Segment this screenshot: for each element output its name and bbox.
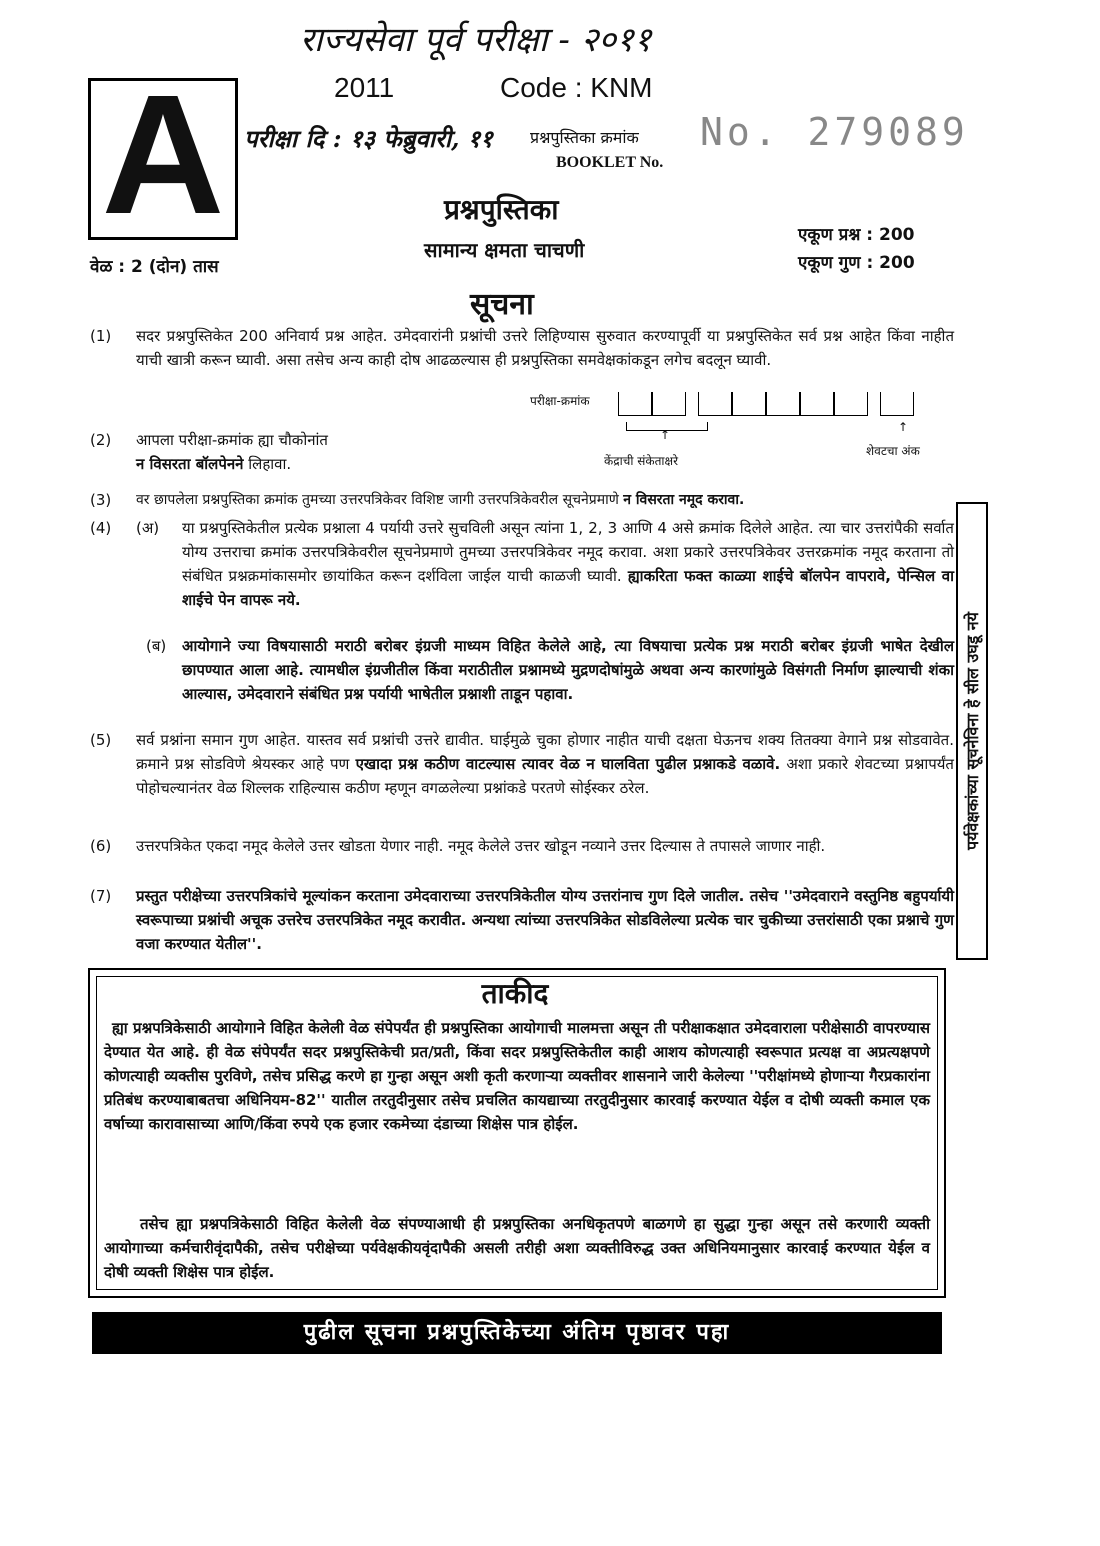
booklet-title: प्रश्नपुस्तिका <box>444 193 559 226</box>
instruction-4a <box>182 516 954 612</box>
roll-number-label: परीक्षा-क्रमांक <box>530 394 590 408</box>
instruction-3 <box>136 488 954 512</box>
footer-banner: पुढील सूचना प्रश्नपुस्तिकेच्या अंतिम पृष्ठावर पहा <box>92 1312 942 1354</box>
roll-digit-box[interactable] <box>698 392 732 416</box>
roll-number-boxes[interactable] <box>618 392 920 418</box>
roll-digit-box[interactable] <box>766 392 800 416</box>
booklet-number-label-english: BOOKLET No. <box>556 154 664 171</box>
instruction-6 <box>136 834 954 858</box>
instruction-number: (4) <box>90 519 112 537</box>
instruction-number: (1) <box>90 327 112 345</box>
arrow-up-icon: ↑ <box>898 420 909 434</box>
roll-digit-box[interactable] <box>732 392 766 416</box>
instruction-4b <box>182 634 954 706</box>
instruction-number: (3) <box>90 491 112 509</box>
seal-warning-text: पर्यवेक्षकांच्या सूचनेविना हे सील उघडू नये <box>963 612 982 850</box>
instruction-bold-text: प्रस्तुत परीक्षेच्या उत्तरपत्रिकांचे मूल्यांकन करताना उमेदवाराच्या उत्तरपत्रिकेतील योग्य उत्तरांनाच गुण दिले जातील. तसेच ''उमेदवाराने वस्तुनिष्ठ बहुपर्यायी स्वरूपाच्या प्रश्नांची अचूक उत्तरेच उत्तरपत्रिकेत नमूद करावीत. अन्यथा त्यांच्या उत्तरपत्रिकेत सोडविलेल्या प्रत्येक चार चुकीच्या उत्तरांसाठी एका प्रश्नाचे गुण वजा करण्यात येतील''. <box>136 887 954 953</box>
instruction-text: आपला परीक्षा-क्रमांक ह्या चौकोनांत <box>136 431 328 449</box>
instruction-number: (5) <box>90 731 112 749</box>
exam-duration: वेळ : 2 (दोन) तास <box>90 257 219 277</box>
instruction-bold-text: एखादा प्रश्न कठीण वाटल्यास त्यावर वेळ न घालविता पुढील प्रश्नाकडे वळावे. <box>355 755 781 773</box>
instruction-text: लिहावा. <box>248 455 292 473</box>
exam-date: परीक्षा दि : १३ फेब्रुवारी, ११ <box>244 124 493 153</box>
warning-paragraph-1: ह्या प्रश्नपत्रिकेसाठी आयोगाने विहित केलेली वेळ संपेपर्यंत ही प्रश्नपुस्तिका आयोगाची मालमत्ता असून ती परीक्षाकक्षात उमेदवाराला परीक्षेसाठी वापरण्यास देण्यात येत आहे. ही वेळ संपेपर्यंत सदर प्रश्नपुस्तिकेची प्रत/प्रती, किंवा सदर प्रश्नपुस्तिकेतील काही आशय कोणत्याही स्वरूपात प्रत्यक्ष वा अप्रत्यक्षपणे कोणत्याही व्यक्तीस पुरविणे, तसेच प्रसिद्ध करणे हा गुन्हा असून अशी कृती करणाऱ्या व्यक्तीवर शासनाने जारी केलेल्या ''परीक्षांमध्ये होणाऱ्या गैरप्रकारांना प्रतिबंध करण्याबाबतचा अधिनियम-82'' यातील तरतुदीनुसार तसेच प्रचलित कायद्याच्या तरतुदीनुसार कारवाई करण्यात येईल व दोषी व्यक्ती कमाल एक वर्षाच्या कारावासाच्या आणि/किंवा रुपये एक हजार रकमेच्या दंडाच्या शिक्षेस पात्र होईल. <box>104 1019 930 1133</box>
instruction-text: सदर प्रश्नपुस्तिकेत 200 अनिवार्य प्रश्न आहेत. उमेदवारांनी प्रश्नांची उत्तरे लिहिण्यास सुरुवात करण्यापूर्वी या प्रश्नपुस्तिकेत सर्व प्रश्न आहेत किंवा नाहीत याची खात्री करून घ्यावी. असा तसेच अन्य काही दोष आढळल्यास ही प्रश्नपुस्तिका समवेक्षकांकडून लगेच बदलून घ्यावी. <box>136 327 954 369</box>
roll-digit-box[interactable] <box>834 392 868 416</box>
booklet-serial-stamp: No. 279089 <box>700 110 969 154</box>
instruction-bold-text: न विसरता नमूद करावा. <box>623 492 745 508</box>
booklet-number-label-marathi: प्रश्नपुस्तिका क्रमांक <box>530 128 639 147</box>
instruction-number: (2) <box>90 431 112 449</box>
instruction-number: (6) <box>90 837 112 855</box>
handwritten-title: राज्यसेवा पूर्व परीक्षा - २०११ <box>300 20 652 60</box>
instruction-sub-number: (ब) <box>146 637 167 655</box>
instruction-1 <box>136 324 954 372</box>
roll-digit-box[interactable] <box>800 392 834 416</box>
center-code-label: केंद्राची संकेताक्षरे <box>604 454 679 468</box>
arrow-up-icon: ↑ <box>660 428 671 442</box>
exam-code: Code : KNM <box>500 72 653 103</box>
booklet-series-letter: A <box>101 60 225 250</box>
instruction-2 <box>136 428 386 476</box>
roll-digit-box[interactable] <box>652 392 686 416</box>
exam-subject: सामान्य क्षमता चाचणी <box>424 238 585 262</box>
instruction-text: सर्व प्रश्नांना समान गुण आहेत. यास्तव सर्व प्रश्नांची उत्तरे द्यावीत. घाईमुळे चुका होणार नाहीत याची दक्षता घेऊनच शक्य तितक्या वेगाने प्रश्न सोडवावेत. क्रमाने प्रश्न सोडविणे श्रेयस्कर आहे पण <box>136 731 954 773</box>
warning-paragraph-2: तसेच ह्या प्रश्नपत्रिकेसाठी विहित केलेली वेळ संपण्याआधी ही प्रश्नपुस्तिका अनधिकृतपणे बाळगणे हा सुद्धा गुन्हा असून तसे करणारी व्यक्ती आयोगाच्या कर्मचारीवृंदापैकी, तसेच परीक्षेच्या पर्यवेक्षकीयवृंदापैकी असली तरीही अशा व्यक्तीविरुद्ध उक्त अधिनियमानुसार कारवाई करण्यात येईल व दोषी व्यक्ती शिक्षेस पात्र होईल. <box>104 1215 930 1281</box>
instruction-text: उत्तरपत्रिकेत एकदा नमूद केलेले उत्तर खोडता येणार नाही. नमूद केलेले उत्तर खोडून नव्याने उत्तर दिल्यास ते तपासले जाणार नाही. <box>136 837 826 855</box>
instructions-heading: सूचना <box>470 287 534 322</box>
instruction-5 <box>136 728 954 800</box>
instruction-text: अशा प्रकारे शेवटच्या प्रश्नापर्यंत पोहोचल्यानंतर वेळ शिल्लक राहिल्यास कठीण म्हणून वगळलेल्या प्रश्नांकडे परतणे सोईस्कर ठरेल. <box>136 755 954 797</box>
instruction-text: या प्रश्नपुस्तिकेतील प्रत्येक प्रश्नाला 4 पर्यायी उत्तरे सुचविली असून त्यांना 1, 2, 3 आणि 4 असे क्रमांक दिलेले आहेत. त्या चार उत्तरांपैकी सर्वात योग्य उत्तराचा क्रमांक उत्तरपत्रिकेवरील सूचनेप्रमाणे तुमच्या उत्तरपत्रिकेवर नमूद करावा. अशा प्रकारे उत्तरपत्रिकेवर उत्तरक्रमांक नमूद करताना तो संबंधित प्रश्नक्रमांकासमोर छायांकित करून दर्शविला जाईल याची काळजी घ्यावी. <box>182 519 954 585</box>
roll-digit-box[interactable] <box>618 392 652 416</box>
warning-title: ताकीद <box>481 977 549 1010</box>
total-marks: एकूण गुण : 200 <box>798 253 915 273</box>
seal-side-strip <box>956 502 988 960</box>
last-digit-label: शेवटचा अंक <box>866 444 920 458</box>
instruction-bold-text: आयोगाने ज्या विषयासाठी मराठी बरोबर इंग्रजी माध्यम विहित केलेले आहे, त्या विषयाचा प्रत्येक प्रश्न मराठी बरोबर इंग्रजी भाषेत देखील छापण्यात आला आहे. त्यामधील इंग्रजीतील किंवा मराठीतील प्रश्नामध्ये मुद्रणदोषांमुळे अथवा अन्य कारणांमुळे विसंगती निर्माण झाल्याची शंका आल्यास, उमेदवाराने संबंधित प्रश्न पर्यायी भाषेतील प्रश्नाशी ताडून पहावा. <box>182 637 954 703</box>
instruction-sub-number: (अ) <box>136 519 160 537</box>
exam-year: 2011 <box>334 72 395 103</box>
instruction-text: वर छापलेला प्रश्नपुस्तिका क्रमांक तुमच्या उत्तरपत्रिकेवर विशिष्ट जागी उत्तरपत्रिकेवरील सूचनेप्रमाणे <box>136 492 619 508</box>
instruction-number: (7) <box>90 887 112 905</box>
instruction-bold-text: न विसरता बॉलपेनने <box>136 455 244 473</box>
total-questions: एकूण प्रश्न : 200 <box>798 225 915 245</box>
roll-digit-box[interactable] <box>880 392 914 416</box>
instruction-bold-text: ह्याकरिता फक्त काळ्या शाईचे बॉलपेन वापरावे, पेन्सिल वा शाईचे पेन वापरू नये. <box>182 567 954 609</box>
instruction-7 <box>136 884 954 956</box>
